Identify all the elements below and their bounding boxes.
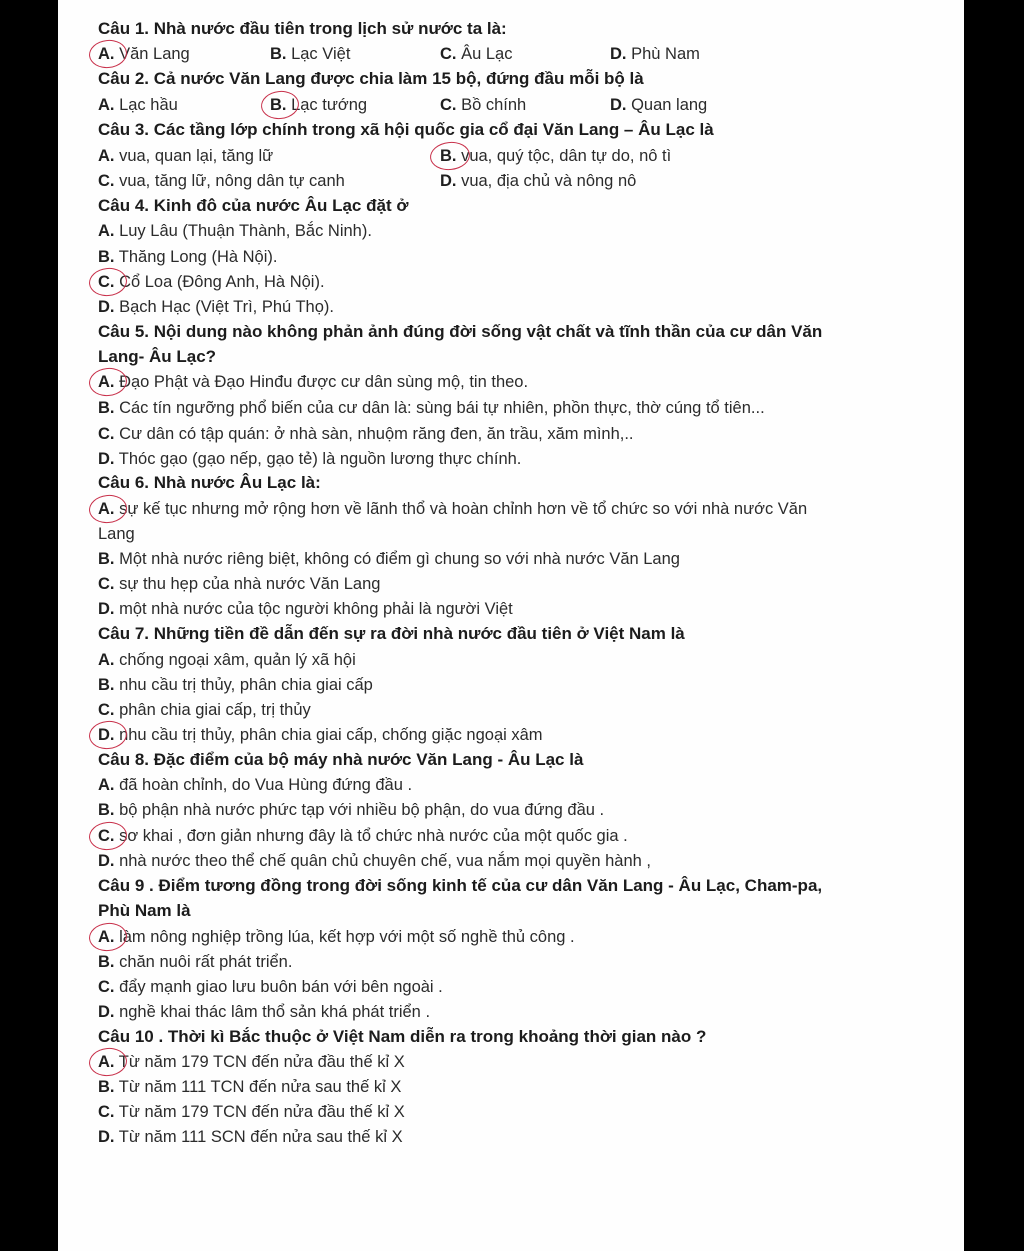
question-2-title: Câu 2. Cả nước Văn Lang được chia làm 15 bộ, đứng đầu mỗi bộ là [98,69,644,88]
q6-option-b: B. Một nhà nước riêng biệt, không có điểm gì chung so với nhà nước Văn Lang [98,550,680,568]
q10-option-c: C. Từ năm 179 TCN đến nửa đầu thế kỉ X [98,1103,405,1121]
q9-option-b: B. chăn nuôi rất phát triển. [98,953,293,971]
q3-option-a: A. vua, quan lại, tăng lữ [98,147,274,165]
q10-option-a: A. Từ năm 179 TCN đến nửa đầu thế kỉ X [98,1053,405,1071]
q1-option-b: B. Lạc Việt [270,45,351,63]
question-3-title: Câu 3. Các tầng lớp chính trong xã hội quốc gia cổ đại Văn Lang – Âu Lạc là [98,120,714,139]
question-9-title: Câu 9 . Điểm tương đồng trong đời sống kinh tế của cư dân Văn Lang - Âu Lạc, Cham-pa, [98,876,823,895]
q5-option-a: A. Đạo Phật và Đạo Hinđu được cư dân sùng mộ, tin theo. [98,373,529,391]
q9-option-d: D. nghề khai thác lâm thổ sản khá phát triển . [98,1003,431,1021]
q5-option-b: B. Các tín ngưỡng phổ biến của cư dân là: sùng bái tự nhiên, phồn thực, thờ cúng tổ tiên... [98,399,765,417]
q6-option-a-line2: Lang [98,525,135,543]
question-5-title-line2: Lang- Âu Lạc? [98,347,217,366]
q4-option-b: B. Thăng Long (Hà Nội). [98,248,278,266]
question-10-title: Câu 10 . Thời kì Bắc thuộc ở Việt Nam diễn ra trong khoảng thời gian nào ? [98,1027,707,1046]
q1-option-c: C. Âu Lạc [440,45,513,63]
q7-option-b: B. nhu cầu trị thủy, phân chia giai cấp [98,676,373,694]
q4-option-a: A. Luy Lâu (Thuận Thành, Bắc Ninh). [98,222,372,240]
q3-option-c: C. vua, tăng lữ, nông dân tự canh [98,172,345,190]
q2-option-b: B. Lạc tướng [270,96,368,114]
question-8-title: Câu 8. Đặc điểm của bộ máy nhà nước Văn Lang - Âu Lạc là [98,750,584,769]
q7-option-d: D. nhu cầu trị thủy, phân chia giai cấp, chống giặc ngoại xâm [98,726,543,744]
question-4-title: Câu 4. Kinh đô của nước Âu Lạc đặt ở [98,196,409,215]
q8-option-b: B. bộ phận nhà nước phức tạp với nhiều bộ phận, do vua đứng đầu . [98,801,605,819]
q8-option-a: A. đã hoàn chỉnh, do Vua Hùng đứng đầu . [98,776,413,794]
q9-option-a: A. làm nông nghiệp trồng lúa, kết hợp với một số nghề thủ công . [98,928,575,946]
question-6-title: Câu 6. Nhà nước Âu Lạc là: [98,473,321,492]
q10-option-b: B. Từ năm 111 TCN đến nửa sau thế kỉ X [98,1078,402,1096]
q5-option-d: D. Thóc gạo (gạo nếp, gạo tẻ) là nguồn lương thực chính. [98,450,522,468]
q2-option-a: A. Lạc hầu [98,96,178,114]
question-5-title: Câu 5. Nội dung nào không phản ảnh đúng đời sống vật chất và tĩnh thần của cư dân Văn [98,322,823,341]
q6-option-a: A. sự kế tục nhưng mở rộng hơn về lãnh thổ và hoàn chỉnh hơn về tổ chức so với nhà nước Văn [98,500,808,518]
q2-option-d: D. Quan lang [610,96,708,114]
q1-option-d: D. Phù Nam [610,45,700,63]
q4-option-d: D. Bạch Hạc (Việt Trì, Phú Thọ). [98,298,334,316]
question-7-title: Câu 7. Những tiền đề dẫn đến sự ra đời nhà nước đầu tiên ở Việt Nam là [98,624,685,643]
q8-option-c: C. sơ khai , đơn giản nhưng đây là tổ chức nhà nước của một quốc gia . [98,827,628,845]
question-9-title-line2: Phù Nam là [98,901,191,920]
question-1-title: Câu 1. Nhà nước đầu tiên trong lịch sử nước ta là: [98,19,507,38]
q3-option-d: D. vua, địa chủ và nông nô [440,172,637,190]
q9-option-c: C. đẩy mạnh giao lưu buôn bán với bên ngoài . [98,978,443,996]
q5-option-c: C. Cư dân có tập quán: ở nhà sàn, nhuộm răng đen, ăn trầu, xăm mình,.. [98,425,634,443]
q6-option-c: C. sự thu hẹp của nhà nước Văn Lang [98,575,381,593]
q8-option-d: D. nhà nước theo thể chế quân chủ chuyên chế, vua nắm mọi quyền hành , [98,852,651,870]
q7-option-c: C. phân chia giai cấp, trị thủy [98,701,311,719]
q2-option-c: C. Bồ chính [440,96,527,114]
q4-option-c: C. Cổ Loa (Đông Anh, Hà Nội). [98,273,325,291]
q10-option-d: D. Từ năm 111 SCN đến nửa sau thế kỉ X [98,1128,403,1146]
q6-option-d: D. một nhà nước của tộc người không phải là người Việt [98,600,513,618]
q1-option-a: A. Văn Lang [98,45,190,63]
q3-option-b: B. vua, quý tộc, dân tự do, nô tì [440,147,672,165]
q7-option-a: A. chống ngoại xâm, quản lý xã hội [98,651,356,669]
